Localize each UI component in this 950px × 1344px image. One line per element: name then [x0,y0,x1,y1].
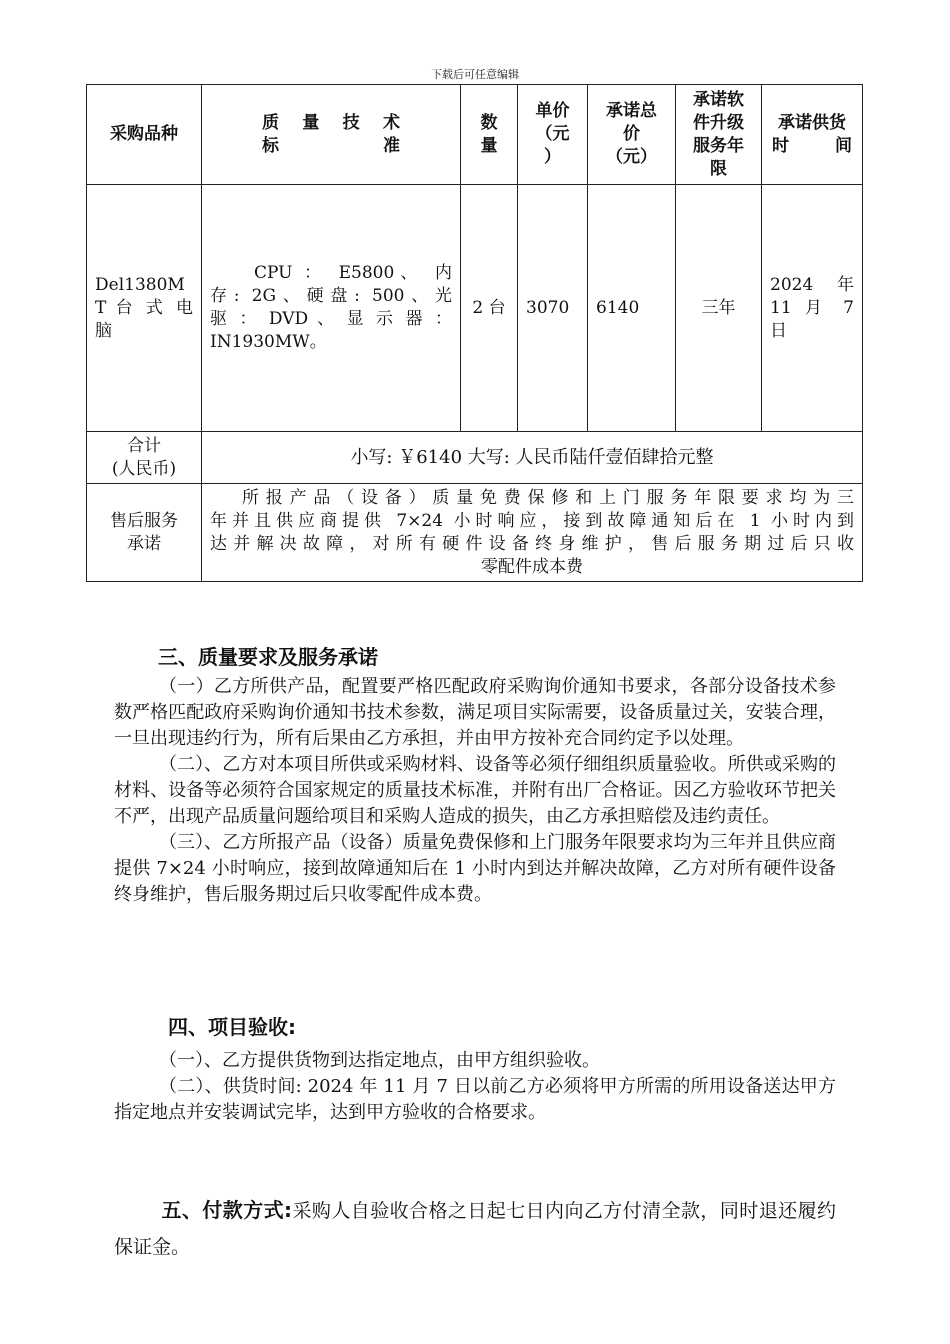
total-label: 合计 (人民币) [87,432,202,484]
header-unit-price: 单价 （元 ） [518,85,588,185]
header-delivery-time: 承诺供货 时 间 [762,85,863,185]
header-quantity: 数 量 [461,85,518,185]
service-row [87,484,863,582]
total-value: 小写: ￥6140 大写: 人民币陆仟壹佰肆拾元整 [202,432,863,484]
section-payment [114,1192,836,1265]
cell-software-years: 三年 [676,185,762,432]
page-header-note: 下载后可任意编辑 [431,68,519,81]
payment-text: 采购人自验收合格之日起七日内向乙方付清全款，同时退还履约保证金。 [114,1200,836,1258]
paragraph: （一）乙方所供产品，配置要严格匹配政府采购询价通知书要求，各部分设备技术参数严格匹配政府采购询价通知书技术参数，满足项目实际需要，设备质量过关，安装合理，一旦出现违约行为，所有后果由乙方承担，并由甲方按补充合同约定予以处理。 [114,676,836,749]
paragraph [114,1192,836,1265]
cell-unit-price: 3070 [518,185,588,432]
cell-item: Del1380M T 台 式 电 脑 [87,185,202,432]
table-header-row [87,85,863,185]
cell-total-price: 6140 [588,185,676,432]
section-title: 四、项目验收: [168,1015,296,1039]
paragraph: （三）、乙方所报产品（设备）质量免费保修和上门服务年限要求均为三年并且供应商提供 7×24 小时响应，接到故障通知后在 1 小时内到达并解决故障，乙方对所有硬件设备终身维护，售后服务期过后只收零配件成本费。 [114,832,836,905]
header-item: 采购品种 [87,85,202,185]
cell-delivery-time: 2024 年 11 月 7 日 [762,185,863,432]
header-total-price: 承诺总 价 （元） [588,85,676,185]
paragraph: （二）、供货时间: 2024 年 11 月 7 日以前乙方必须将甲方所需的所用设备送达甲方指定地点并安装调试完毕，达到甲方验收的合格要求。 [114,1076,836,1123]
cell-quantity: 2 台 [461,185,518,432]
procurement-table [86,84,863,582]
service-label: 售后服务 承诺 [87,484,202,582]
paragraph: （二）、乙方对本项目所供或采购材料、设备等必须仔细组织质量验收。所供或采购的材料、设备等必须符合国家规定的质量技术标准，并附有出厂合格证。因乙方验收环节把关不严，出现产品质量问题给项目和采购人造成的损失，由乙方承担赔偿及违约责任。 [114,754,836,827]
section-acceptance [114,1014,836,1126]
section-title: 五、付款方式: [161,1198,293,1222]
header-software-years: 承诺软 件升级 服务年 限 [676,85,762,185]
paragraph: （一）、乙方提供货物到达指定地点，由甲方组织验收。 [159,1050,600,1071]
total-row [87,432,863,484]
header-quality: 质 量 技 术 标 准 [202,85,461,185]
service-value: 所报产品（设备）质量免费保修和上门服务年限要求均为三 年并且供应商提供 7×24 小时响应，接到故障通知后在 1 小时内到 达并解决故障，对所有硬件设备终身维护，售后服务期过后只收 零配件成本费 [202,484,863,582]
table-row [87,185,863,432]
section-quality [114,644,836,908]
section-title: 三、质量要求及服务承诺 [158,645,378,669]
cell-spec: CPU ： E5800、 内 存: 2G、硬盘: 500、光 驱 ： DVD 、 显 示 器 ： IN1930MW。 [202,185,461,432]
